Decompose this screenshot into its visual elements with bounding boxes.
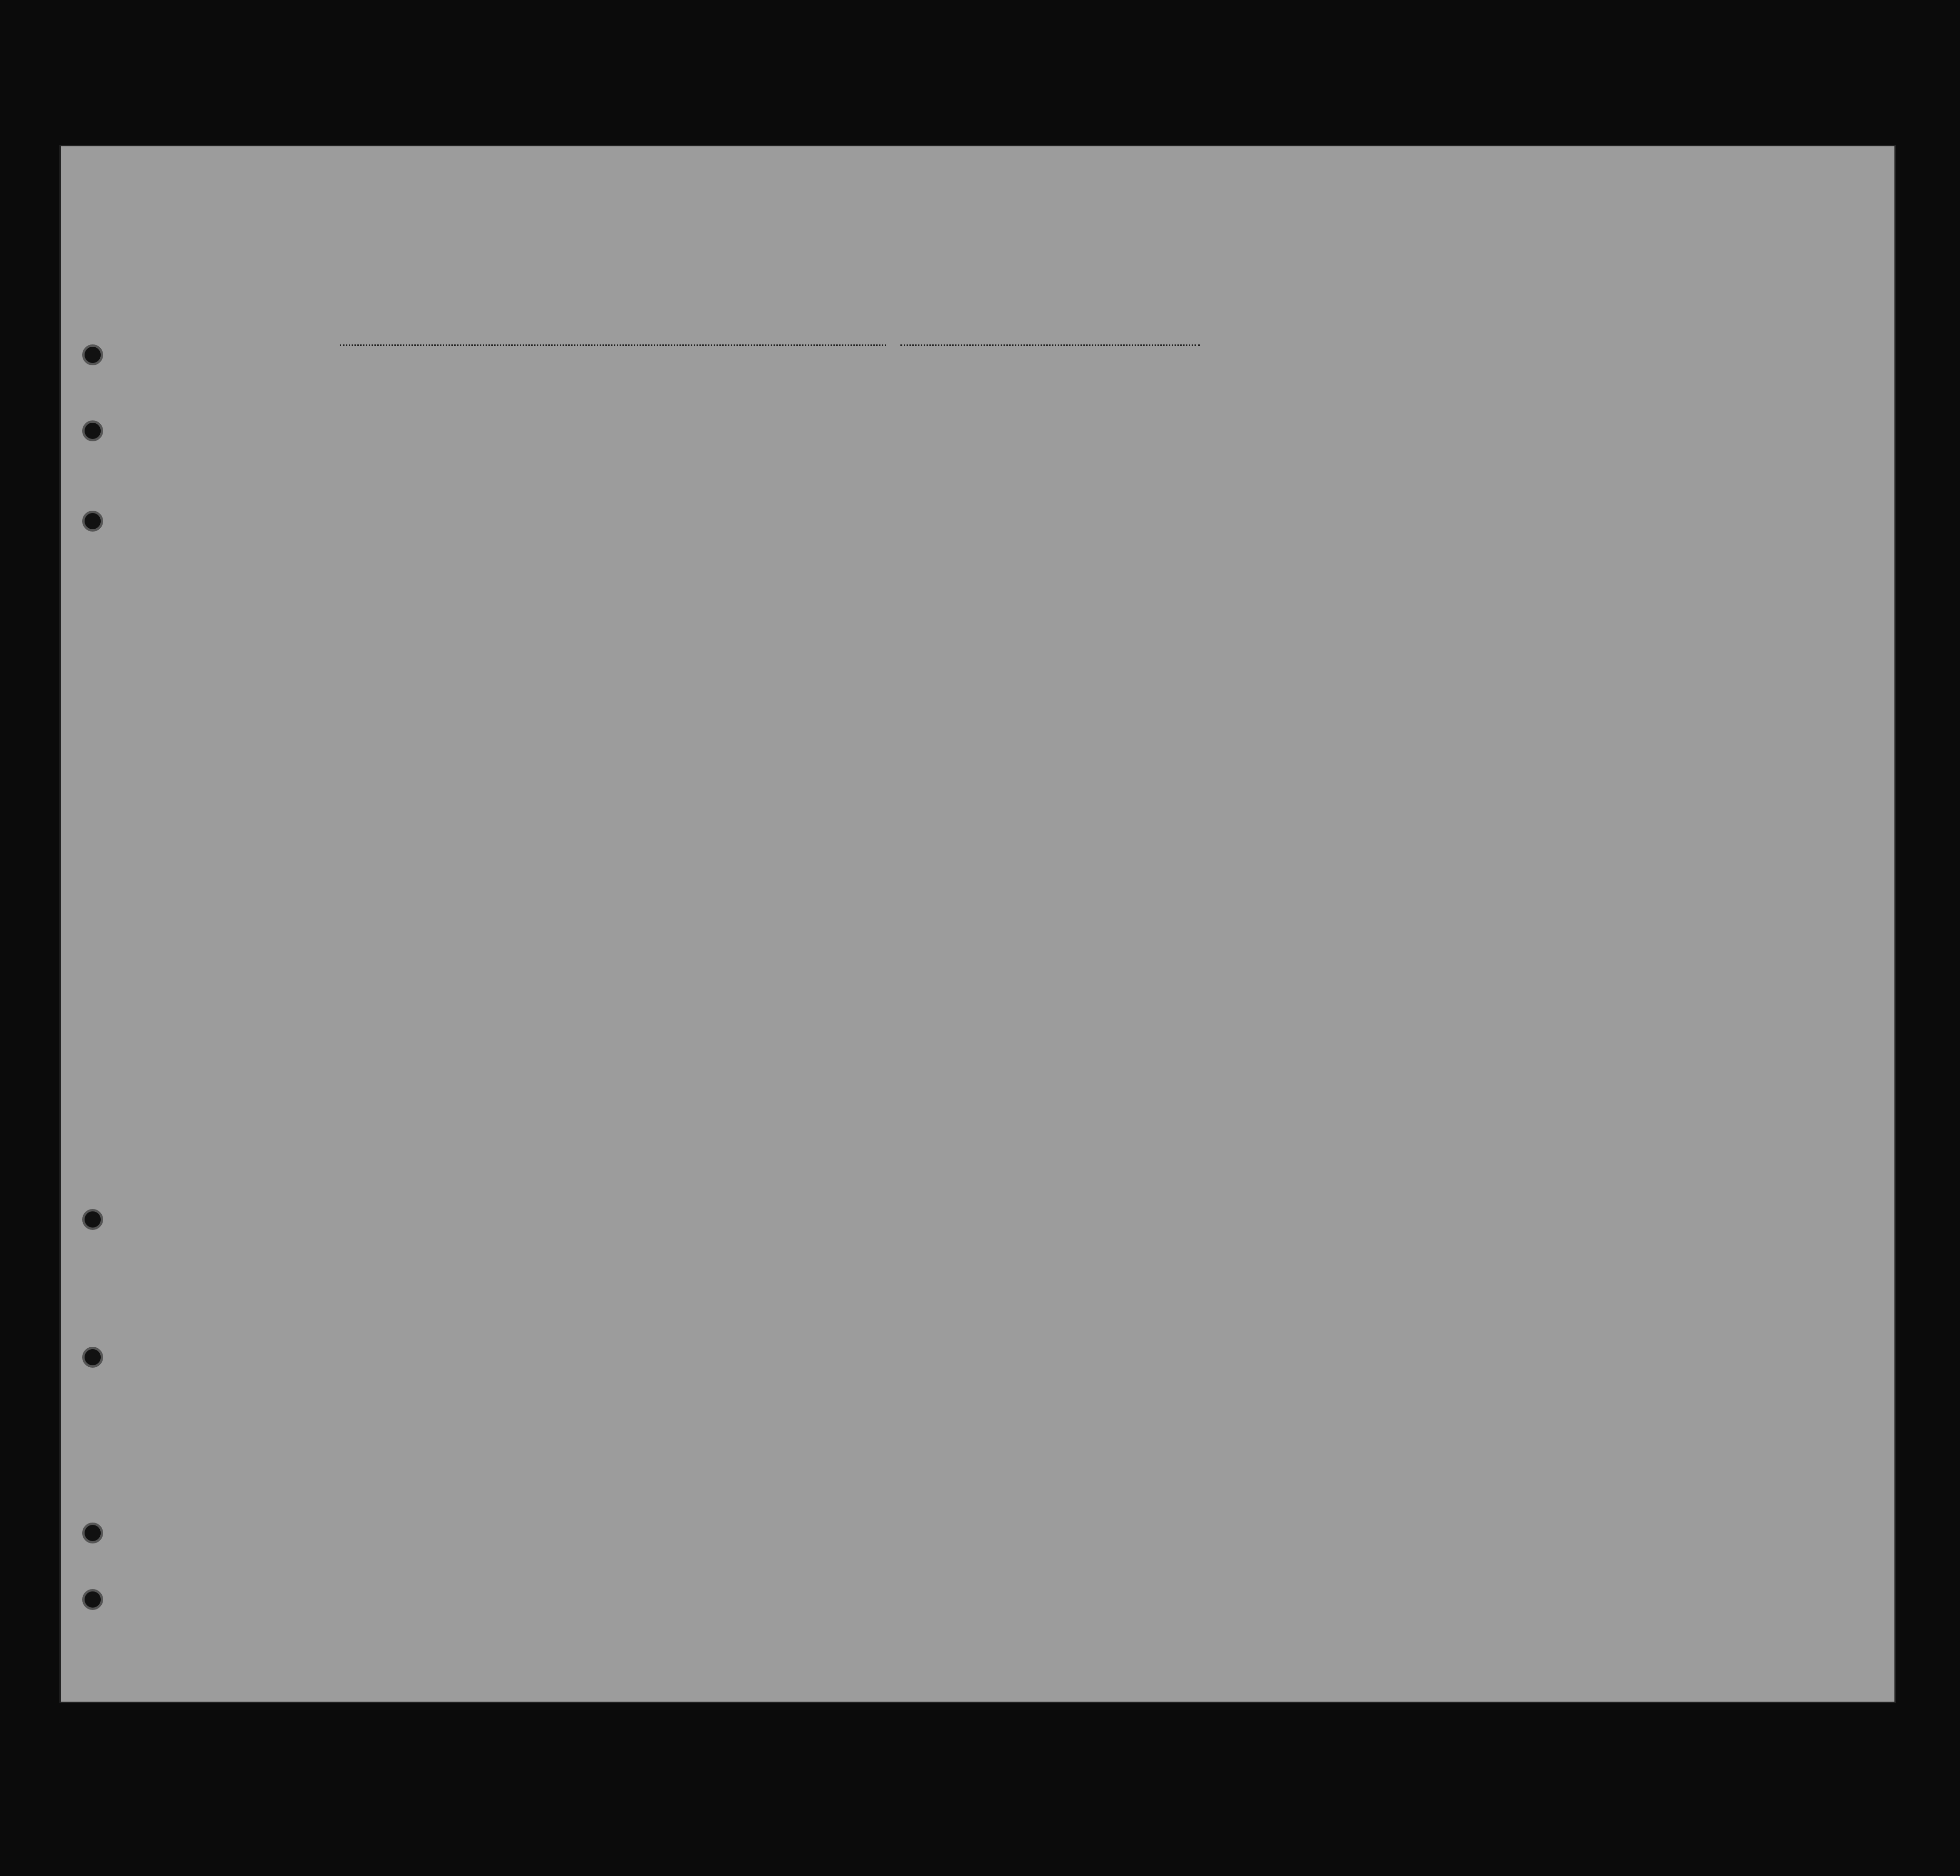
manifest-sheet: [59, 145, 1896, 1703]
table-grid: [59, 145, 1896, 1703]
